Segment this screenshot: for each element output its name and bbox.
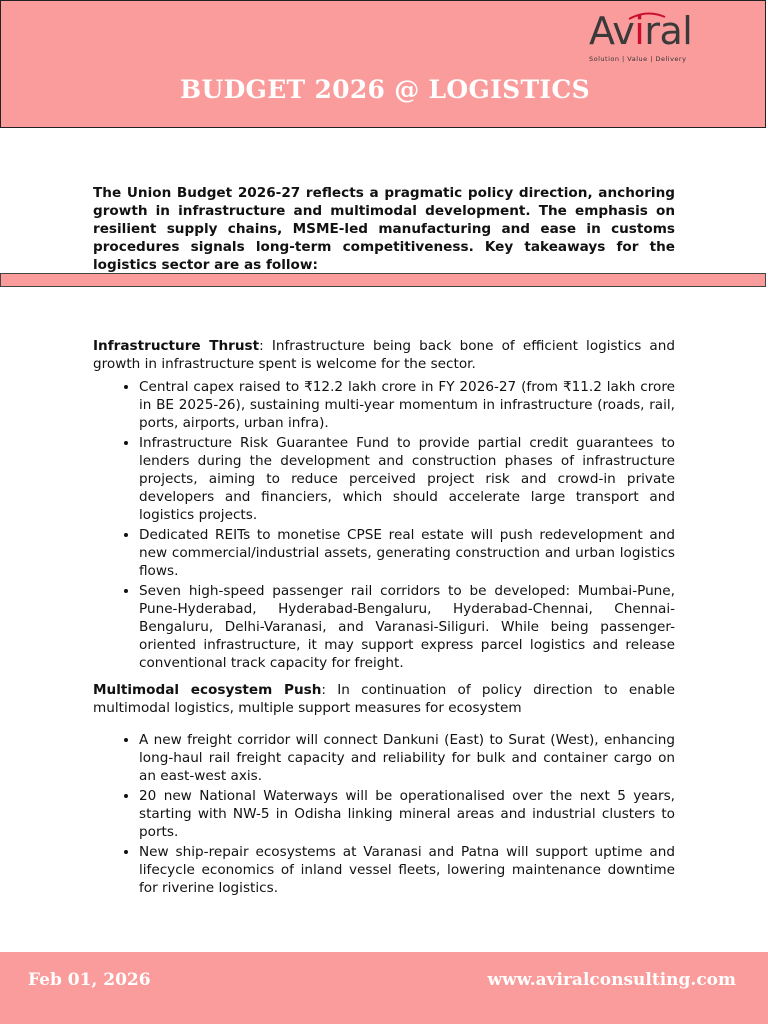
header-banner [0, 0, 766, 128]
list-item: • Seven high-speed passenger rail corridors to be developed: Mumbai-Pune, Pune-Hyderabad, Hyderabad-Bengaluru, Hyderabad-Chennai, Chennai-Bengaluru, Delhi-Varanasi, and Varanasi-Siliguri. While being passenger-oriented infrastructure, it may support express parcel logistics and release conventional track capacity for freight. [139, 582, 675, 672]
list-item: • New ship-repair ecosystems at Varanasi and Patna will support uptime and lifecycle economics of inland vessel fleets, lowering maintenance downtime for riverine logistics. [139, 843, 675, 897]
footer-banner [0, 952, 768, 1024]
list-item: • Infrastructure Risk Guarantee Fund to provide partial credit guarantees to lenders during the development and construction phases of infrastructure projects, aiming to reduce perceived project risk and crowd-in private developers and financiers, which should accelerate large transport and logistics projects. [139, 434, 675, 524]
section-divider [0, 273, 766, 287]
bullet-list [93, 378, 675, 672]
section-multimodal [93, 681, 675, 717]
section-text: : In continuation of policy direction to enable multimodal logistics, multiple support measures for ecosystem [93, 682, 676, 716]
list-item: • Central capex raised to ₹12.2 lakh crore in FY 2026-27 (from ₹11.2 lakh crore in BE 2025-26), sustaining multi-year momentum in infrastructure (roads, rail, ports, airports, urban infra). [139, 378, 675, 432]
footer-date: Feb 01, 2026 [28, 970, 151, 990]
main-content [93, 337, 675, 906]
list-item: • A new freight corridor will connect Dankuni (East) to Surat (West), enhancing long-haul rail freight capacity and reliability for bulk and container cargo on an east-west axis. [139, 731, 675, 785]
logo-word-accent: i [634, 9, 645, 53]
intro-paragraph: The Union Budget 2026-27 reflects a pragmatic policy direction, anchoring growth in infrastructure and multimodal development. The emphasis on resilient supply chains, MSME-led manufacturing and ease in customs procedures signals long-term competitiveness. Key takeaways for the logistics sector are as follow: [93, 184, 675, 273]
bullet-list [93, 731, 675, 897]
logo-tagline: Solution | Value | Delivery [589, 55, 687, 63]
aviral-logo [587, 9, 707, 65]
page-title: BUDGET 2026 @ LOGISTICS [180, 75, 590, 104]
logo-word-prefix: Av [589, 9, 635, 53]
logo-wordmark [589, 9, 692, 53]
list-item: • Dedicated REITs to monetise CPSE real estate will push redevelopment and new commercial/industrial assets, generating construction and urban logistics flows. [139, 526, 675, 580]
logo-word-suffix: ral [644, 9, 693, 53]
website-link[interactable]: www.aviralconsulting.com [487, 970, 736, 990]
section-infrastructure [93, 337, 675, 373]
section-heading: Infrastructure Thrust [93, 338, 260, 354]
section-text: : Infrastructure being back bone of efficient logistics and growth in infrastructure spent is welcome for the sector. [93, 338, 675, 372]
list-item: • 20 new National Waterways will be operationalised over the next 5 years, starting with NW-5 in Odisha linking mineral areas and industrial clusters to ports. [139, 787, 675, 841]
section-heading: Multimodal ecosystem Push [93, 682, 322, 698]
